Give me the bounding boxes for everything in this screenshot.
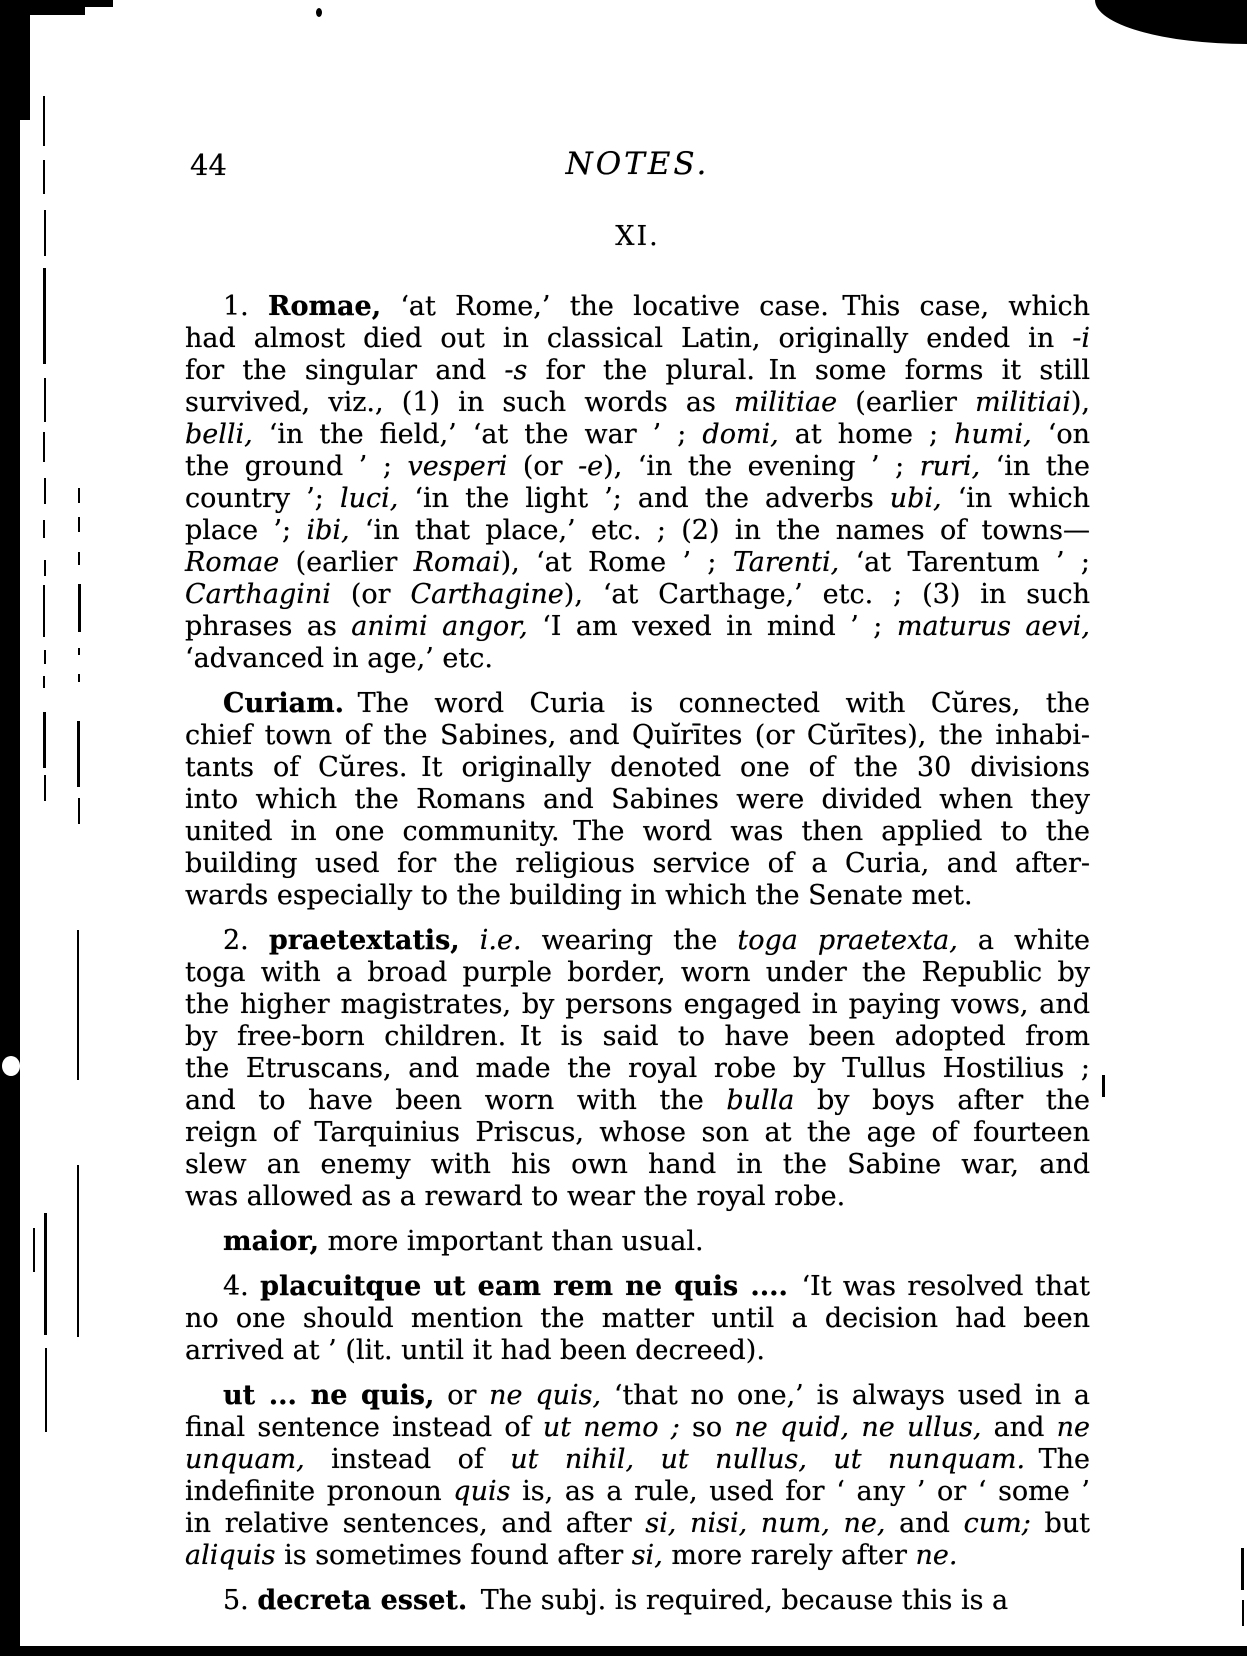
text-line [185,579,1090,611]
latin-italic-text: domi, [702,419,779,450]
text-line [185,355,1090,387]
scan-artifact [43,585,45,637]
text-line [185,451,1090,483]
scan-artifact [1102,1075,1105,1097]
latin-italic-text: unquam, [185,1444,305,1475]
body-text: ‘at Tarentum ’ ; [839,547,1090,578]
scan-artifact [1095,0,1247,44]
scan-artifact [43,676,45,688]
body-text: was allowed as a reward to wear the royal robe. [185,1181,846,1212]
body-text: is sometimes found after [275,1540,632,1571]
latin-italic-text: ne quis, [489,1380,602,1411]
body-text: 1. [223,291,269,322]
body-text [747,1508,761,1539]
body-text: (or [507,451,579,482]
text-line [185,1021,1090,1053]
latin-italic-text: si, [631,1540,663,1571]
text-line [185,1181,1090,1213]
body-text: place ’; [185,515,307,546]
body-text: country ’; [185,483,340,514]
body-text: by free-born children. It is said to have been adopted from [185,1021,1090,1052]
latin-italic-text: -i [1072,323,1090,354]
lemma-text: praetextatis, [268,925,460,956]
scan-artifact [45,1348,47,1432]
body-text: (or [330,579,411,610]
page-number: 44 [190,148,227,182]
latin-italic-text: Tarenti, [732,547,840,578]
latin-italic-text: belli, [185,419,253,450]
body-text: by boys after the [794,1085,1090,1116]
body-text: ‘I am vexed in mind ’ ; [527,611,897,642]
body-text: wearing the [521,925,738,956]
scan-artifact [77,1165,79,1337]
paragraph [185,688,1090,912]
text-line [185,1335,1090,1367]
scan-artifact [85,0,113,7]
lemma-text: placuitque ut eam rem ne quis .... [260,1271,788,1302]
body-text: ‘in the [980,451,1090,482]
latin-italic-text: -e [578,451,604,482]
body-text: united in one community. The word was then applied to the [185,816,1090,847]
paragraph [185,1271,1090,1367]
scan-artifact [44,775,46,801]
paragraph [185,1585,1090,1617]
body-text: chief town of the Sabines, and Quĭrītes (or Cŭrītes), the inhabi- [185,720,1090,751]
scan-artifact [43,160,45,194]
latin-italic-text: toga praetexta, [737,925,958,956]
latin-italic-text: Romai [413,547,501,578]
body-text: 5. [223,1585,258,1616]
text-line [185,1226,1090,1258]
body-text: The [1025,1444,1091,1475]
text-line [185,752,1090,784]
latin-italic-text: luci, [339,483,399,514]
body-text: more rarely after [662,1540,916,1571]
text-line [185,957,1090,989]
scan-artifact [44,378,46,422]
body-text [676,1508,690,1539]
paragraph [185,925,1090,1213]
latin-italic-text: ne quid, [734,1412,850,1443]
text-line [185,1585,1090,1617]
scan-artifact [1242,1600,1244,1626]
body-text: phrases as [185,611,352,642]
body-text: ‘that no one,’ is always used in a [601,1380,1090,1411]
scan-artifact [78,488,80,503]
body-text: The word Curia is connected with Cŭres, the [344,688,1090,719]
latin-italic-text: militiae [734,387,838,418]
body-text: the ground ’ ; [185,451,408,482]
body-text: so [679,1412,735,1443]
text-line [185,643,1090,675]
scan-artifact [78,648,80,655]
lemma-text: maior, [223,1226,319,1257]
text-line [185,291,1090,323]
latin-italic-text: vesperi [407,451,508,482]
scan-artifact [77,930,79,1080]
text-line [185,547,1090,579]
scan-artifact [43,712,46,768]
latin-italic-text: cum; [963,1508,1031,1539]
latin-italic-text: i.e. [479,925,522,956]
text-line [185,483,1090,515]
body-text: ‘It was resolved that [787,1271,1091,1302]
body-text: in relative sentences, and after [185,1508,646,1539]
body-text: and [885,1508,964,1539]
text-line [185,816,1090,848]
latin-italic-text: Romae [185,547,280,578]
latin-italic-text: ut nemo ; [542,1412,680,1443]
latin-italic-text: bulla [726,1085,795,1116]
latin-italic-text: animi angor, [351,611,528,642]
body-text: more important than usual. [319,1226,704,1257]
text-line [185,1444,1090,1476]
body-text: ‘in the field,’ ‘at the war ’ ; [252,419,703,450]
scan-artifact [78,798,80,824]
body-text: 2. [223,925,269,956]
scan-artifact [43,520,45,538]
text-line [185,925,1090,957]
latin-italic-text: ne [1056,1412,1091,1443]
text-line [185,720,1090,752]
body-text [634,1444,660,1475]
scan-artifact [43,96,45,146]
body-text: (earlier [279,547,414,578]
scan-artifact [77,721,80,787]
latin-italic-text: ut nullus, [660,1444,807,1475]
scan-artifact [78,552,80,565]
body-text: instead of [304,1444,511,1475]
body-text: final sentence instead of [185,1412,543,1443]
scan-artifact [33,1228,35,1272]
body-text: survived, viz., (1) in such words as [185,387,735,418]
paragraph [185,1380,1090,1572]
body-text: ‘at Rome,’ the locative case. This case, which [381,291,1091,322]
text-line [185,387,1090,419]
latin-italic-text: ne. [915,1540,958,1571]
lemma-text: decreta esset. [257,1585,468,1616]
body-text [830,1508,844,1539]
paragraph [185,291,1090,675]
scan-artifact [44,560,46,576]
running-head: NOTES. [565,146,710,182]
body-text: ‘in that place,’ etc. ; (2) in the names of towns— [349,515,1090,546]
latin-italic-text: quis [453,1476,511,1507]
scan-artifact [43,268,46,364]
latin-italic-text: Carthagini [185,579,331,610]
latin-italic-text: ut nihil, [510,1444,635,1475]
body-text: no one should mention the matter until a decision had been [185,1303,1090,1334]
latin-italic-text: ne, [843,1508,886,1539]
scan-artifact [1241,1548,1244,1590]
body-text: slew an enemy with his own hand in the Sabine war, and [185,1149,1090,1180]
body-text: ‘on [1031,419,1090,450]
body-text: ), ‘at Carthage,’ etc. ; (3) in such [563,579,1090,610]
text-line [185,1508,1090,1540]
body-text: reign of Tarquinius Priscus, whose son at the age of fourteen [185,1117,1090,1148]
body-text: for the plural. In some forms it still [527,355,1090,386]
text-line [185,1303,1090,1335]
lemma-text: Romae, [268,291,382,322]
scan-artifact [0,0,20,1656]
lemma-text: Curiam. [223,688,345,719]
body-text [807,1444,833,1475]
body-text: had almost died out in classical Latin, originally ended in [185,323,1073,354]
body-text: a white [957,925,1091,956]
text-block [185,291,1090,1617]
scan-artifact [43,432,45,462]
scan-artifact [44,210,46,256]
paragraph [185,1226,1090,1258]
text-line [185,515,1090,547]
body-text: indefinite pronoun [185,1476,454,1507]
section-heading: XI. [615,221,660,252]
scan-artifact [2,1056,20,1076]
latin-italic-text: militiai [975,387,1071,418]
page-header [185,146,1090,186]
body-text: at home ; [778,419,955,450]
body-text: ‘in which [941,483,1091,514]
latin-italic-text: nisi, [690,1508,748,1539]
body-text: tants of Cŭres. It originally denoted one of the 30 divisions [185,752,1090,783]
body-text: but [1030,1508,1091,1539]
text-line [185,848,1090,880]
latin-italic-text: ibi, [306,515,350,546]
text-line [185,1540,1090,1572]
latin-italic-text: maturus aevi, [896,611,1090,642]
latin-italic-text: humi, [954,419,1032,450]
body-text: 4. [223,1271,261,1302]
text-line [185,323,1090,355]
body-text: ), [1070,387,1090,418]
lemma-text: ut ... ne quis, [223,1380,435,1411]
latin-italic-text: ubi, [889,483,942,514]
body-text: ‘in the light ’; and the adverbs [398,483,890,514]
body-text: wards especially to the building in which the Senate met. [185,880,973,911]
text-line [185,1476,1090,1508]
latin-italic-text: si, [645,1508,677,1539]
latin-italic-text: num, [760,1508,830,1539]
body-text: arrived at ’ (lit. until it had been decreed). [185,1335,765,1366]
body-text [460,925,480,956]
text-line [185,419,1090,451]
text-line [185,688,1090,720]
body-text: The subj. is required, because this is a [467,1585,1009,1616]
body-text: and [981,1412,1057,1443]
text-line [185,880,1090,912]
scan-artifact [78,584,81,632]
text-line [185,1412,1090,1444]
scan-artifact [0,1646,1247,1656]
text-line [185,611,1090,643]
latin-italic-text: ut nunquam. [833,1444,1026,1475]
scan-artifact [316,8,322,17]
body-text: building used for the religious service of a Curia, and after- [185,848,1090,879]
latin-italic-text: aliquis [185,1540,276,1571]
latin-italic-text: Carthagine [410,579,564,610]
scan-artifact [0,0,30,120]
latin-italic-text: ruri, [919,451,981,482]
text-line [185,784,1090,816]
text-line [185,1149,1090,1181]
latin-italic-text: ne ullus, [861,1412,982,1443]
latin-italic-text: -s [504,355,528,386]
body-text: is, as a rule, used for ‘ any ’ or ‘ some ’ [510,1476,1090,1507]
body-text: into which the Romans and Sabines were divided when they [185,784,1090,815]
text-line [185,1053,1090,1085]
body-text [849,1412,861,1443]
body-text: ), ‘in the evening ’ ; [603,451,920,482]
body-text: toga with a broad purple border, worn under the Republic by [185,957,1090,988]
body-text: ), ‘at Rome ’ ; [500,547,733,578]
body-text: and to have been worn with the [185,1085,727,1116]
scan-artifact [44,650,46,664]
scan-artifact [44,478,46,504]
text-line [185,989,1090,1021]
body-text: ‘advanced in age,’ etc. [185,643,493,674]
scan-artifact [78,674,80,682]
scan-artifact [78,517,80,532]
body-text: the higher magistrates, by persons engaged in paying vows, and [185,989,1090,1020]
body-text: or [434,1380,490,1411]
text-line [185,1271,1090,1303]
text-line [185,1085,1090,1117]
text-line [185,1380,1090,1412]
body-text: (earlier [837,387,976,418]
text-line [185,1117,1090,1149]
body-text: the Etruscans, and made the royal robe by Tullus Hostilius ; [185,1053,1090,1084]
scan-artifact [44,1213,47,1335]
body-text: for the singular and [185,355,505,386]
